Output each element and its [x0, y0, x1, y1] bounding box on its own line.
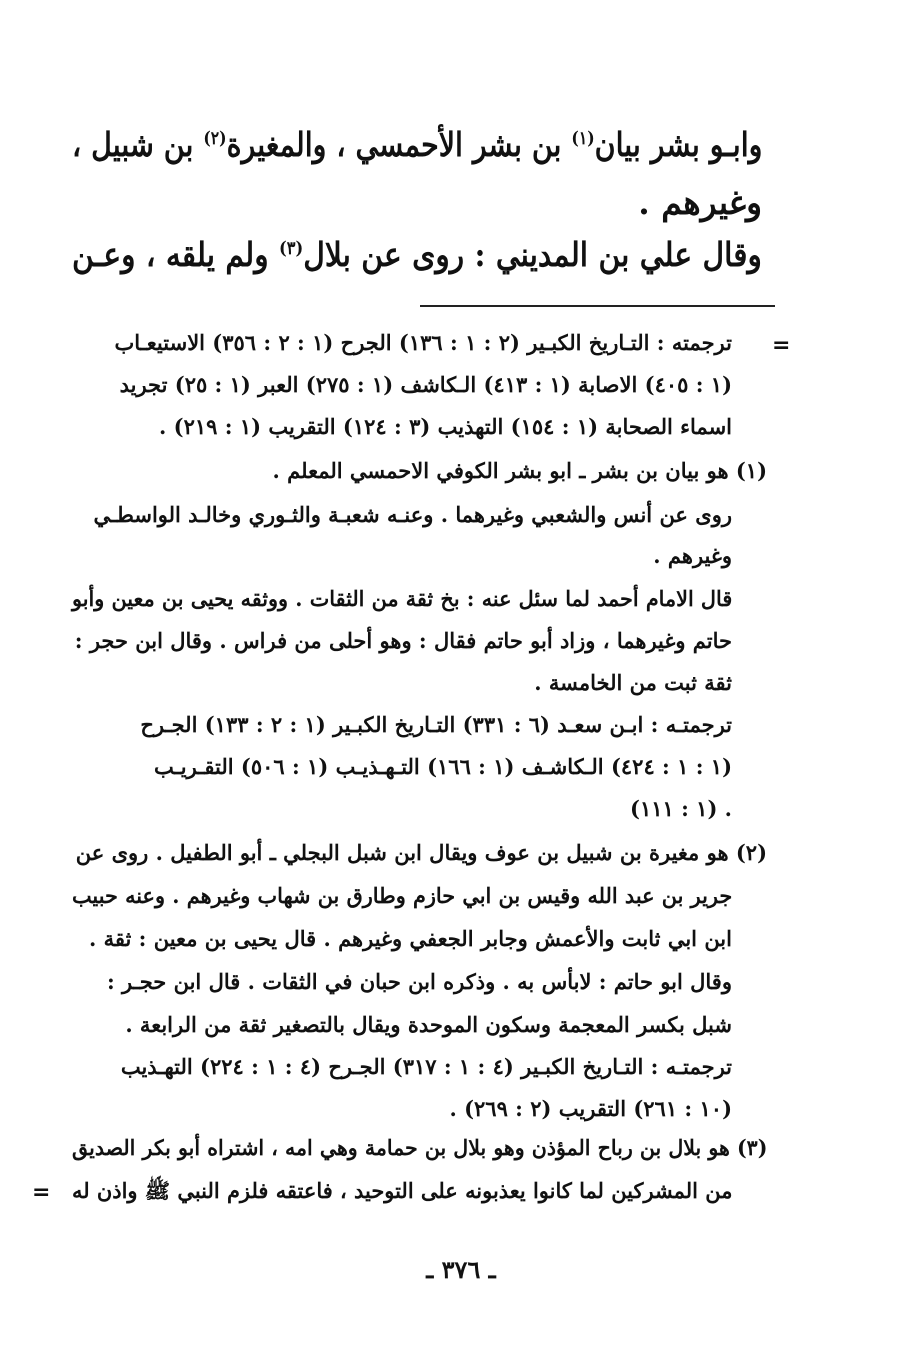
main-text-segment: وقال علي بن المديني : روى عن بلال	[303, 235, 762, 274]
main-text-segment: بن بشر الأحمسي ، والمغيرة	[226, 125, 562, 164]
footnote-cont-line: اسماء الصحابة (١ : ١٥٤) التهذيب (٣ : ١٢٤) التقريب (١ : ٢١٩) .	[159, 414, 732, 439]
footnote-2-line: (٢) هو مغيرة بن شبيل بن عوف ويقال ابن شبل البجلي ـ أبو الطفيل . روى عن	[75, 840, 767, 865]
footnote-ref-1[interactable]: (١)	[570, 128, 595, 149]
footnote-2-line: جرير بن عبد الله وقيس بن ابي حازم وطارق بن شهاب وغيرهم . وعنه حبيب	[71, 883, 732, 908]
footnote-ref-3[interactable]: (٣)	[279, 238, 304, 259]
continuation-mark-bottom: =	[32, 1180, 51, 1205]
footnote-3-line: (٣) هو بلال بن رباح المؤذن وهو بلال بن حمامة وهي امه ، اشتراه أبو بكر الصديق	[71, 1135, 767, 1160]
footnote-2-line: ابن ابي ثابت والأعمش وجابر الجعفي وغيرهم . قال يحيى بن معين : ثقة .	[89, 926, 732, 951]
footnote-1-line: روى عن أنس والشعبي وغيرهما . وعنـه شعبـة والثـوري وخالـد الواسطـي	[93, 502, 732, 527]
footnote-separator	[420, 305, 775, 307]
footnote-2-line: وقال ابو حاتم : لابأس به . وذكره ابن حبان في الثقات . قال ابن حجـر :	[106, 969, 732, 994]
main-text-segment: بن شبيل ،	[71, 125, 193, 164]
footnote-1-line: قال الامام أحمد لما سئل عنه : بخ ثقة من الثقات . ووثقه يحيى بن معين وأبو	[71, 586, 732, 611]
footnote-cont-line: ترجمته : التـاريخ الكبـير (٢ : ١ : ١٣٦) الجرح (١ : ٢ : ٣٥٦) الاستيعـاب	[114, 330, 732, 355]
footnote-2-line: شبل بكسر المعجمة وسكون الموحدة ويقال بالتصغير ثقة من الرابعة .	[125, 1012, 732, 1037]
footnote-3-line: من المشركين لما كانوا يعذبونه على التوحيد ، فاعتقه فلزم النبي ﷺ واذن له	[71, 1178, 732, 1203]
footnote-1-line: ترجمتـه : ابـن سعـد (٦ : ٣٣١) التـاريخ الكبـير (١ : ٢ : ١٣٣) الجـرح	[140, 712, 732, 737]
footnote-2-line: (١٠ : ٢٦١) التقريب (٢ : ٢٦٩) .	[449, 1096, 732, 1121]
continuation-mark-top: =	[772, 333, 791, 358]
footnote-2-line: ترجمتـه : التـاريخ الكبـير (٤ : ١ : ٣١٧) الجـرح (٤ : ١ : ٢٢٤) التهـذيب	[120, 1054, 732, 1079]
page-number: ـ ٣٧٦ ـ	[426, 1255, 496, 1284]
main-text-line-3	[72, 235, 762, 274]
footnote-1-line: (١) هو بيان بن بشر ـ ابو بشر الكوفي الاحمسي المعلم .	[272, 458, 767, 483]
main-text-line-2: وغيرهم .	[638, 183, 762, 222]
footnote-1-line: ثقة ثبت من الخامسة .	[534, 670, 732, 695]
footnote-cont-line: (١ : ٤٠٥) الاصابة (١ : ٤١٣) الـكاشف (١ : ٢٧٥) العبر (١ : ٢٥) تجريد	[119, 372, 732, 397]
footnote-1-line: (١ : ١ : ٤٢٤) الـكاشـف (١ : ١٦٦) التـهـذيـب (١ : ٥٠٦) التقـريـب	[154, 754, 732, 779]
footnote-1-line: وغيرهم .	[653, 543, 732, 568]
footnote-ref-2[interactable]: (٢)	[202, 128, 227, 149]
footnote-1-line: حاتم وغيرهما ، وزاد أبو حاتم فقال : وهو أحلى من فراس . وقال ابن حجر :	[74, 628, 732, 653]
main-text-line-1	[72, 125, 762, 164]
main-text-segment: وابـو بشر بيان	[594, 125, 762, 164]
footnote-1-line: (١ : ١١١) .	[630, 796, 732, 821]
main-text-segment: ولم يلقه ، وعـن	[72, 235, 269, 274]
